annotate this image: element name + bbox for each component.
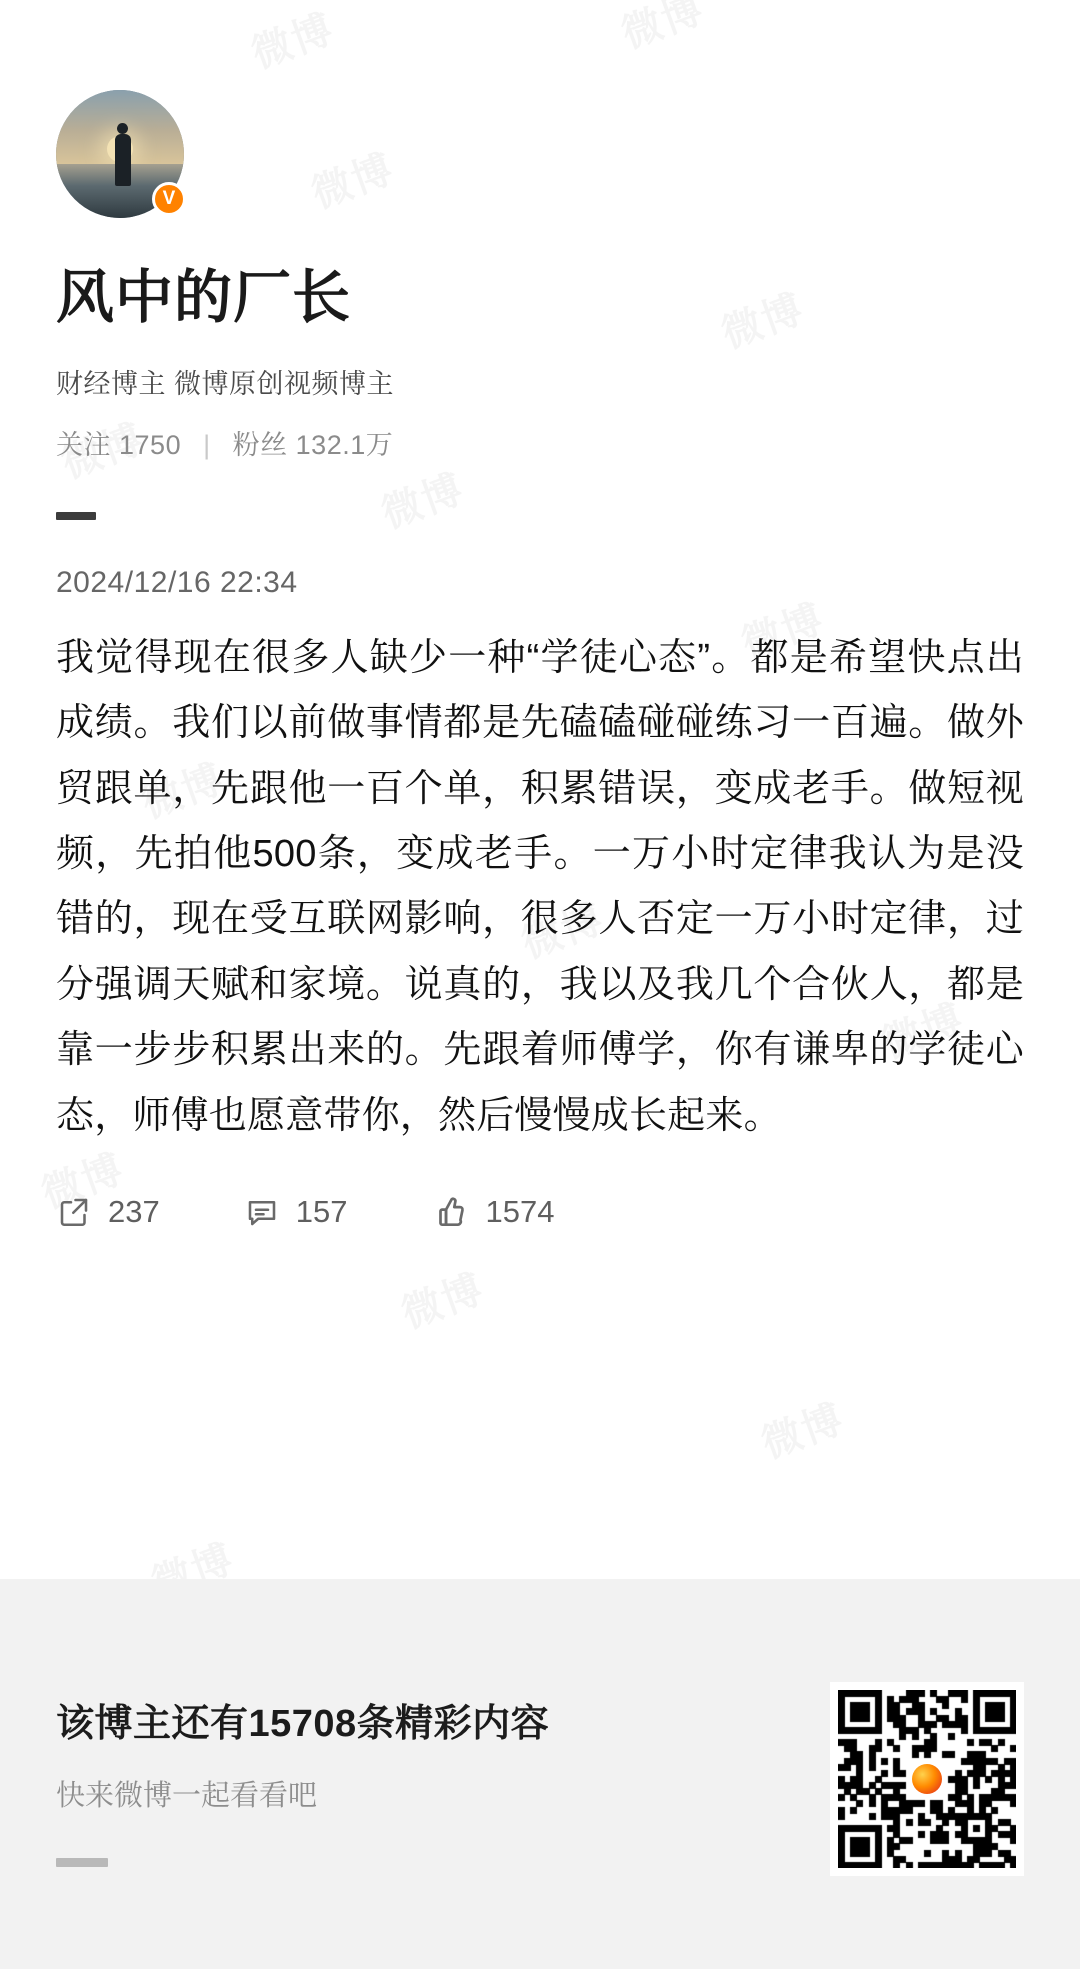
verified-badge-icon: V xyxy=(152,182,186,216)
followers-count: 132.1万 xyxy=(295,430,394,460)
comment-icon xyxy=(244,1194,280,1230)
divider xyxy=(56,512,96,520)
following-count: 1750 xyxy=(119,430,182,460)
footer-divider xyxy=(56,1858,108,1867)
weibo-logo-inner xyxy=(912,1764,942,1794)
like-button[interactable] xyxy=(431,1193,554,1231)
thumbs-up-icon xyxy=(431,1193,469,1231)
share-count: 237 xyxy=(108,1193,160,1229)
following-label: 关注 xyxy=(56,430,111,460)
like-count: 1574 xyxy=(485,1193,555,1229)
weibo-logo-icon xyxy=(907,1759,947,1799)
user-stats xyxy=(56,423,1024,462)
comment-button[interactable] xyxy=(244,1194,348,1230)
stats-separator: | xyxy=(203,430,211,460)
share-button[interactable] xyxy=(56,1194,160,1230)
action-bar xyxy=(56,1193,1024,1277)
page-title: 风中的厂长 xyxy=(56,265,352,330)
share-icon xyxy=(56,1194,92,1230)
avatar[interactable] xyxy=(56,90,184,218)
footer-title: 该博主还有15708条精彩内容 xyxy=(56,1702,550,1745)
footer-text-block xyxy=(56,1692,830,1867)
footer-subtitle: 快来微博一起看看吧 xyxy=(56,1779,318,1812)
post-timestamp: 2024/12/16 22:34 xyxy=(56,566,298,599)
post-content: 我觉得现在很多人缺少一种“学徒心态”。都是希望快点出成绩。我们以前做事情都是先磕磕碰碰练习一百遍。做外贸跟单，先跟他一百个单，积累错误，变成老手。做短视频，先拍他500条，变成老手。一万小时定律我认为是没错的，现在受互联网影响，很多人否定一万小时定律，过分强调天赋和家境。说真的，我以及我几个合伙人，都是靠一步步积累出来的。先跟着师傅学，你有谦卑的学徒心态，师傅也愿意带你，然后慢慢成长起来。 xyxy=(56,637,1024,1137)
comment-count: 157 xyxy=(295,1193,348,1229)
followers-label: 粉丝 xyxy=(232,430,288,460)
avatar-silhouette xyxy=(115,134,131,186)
footer-promo xyxy=(0,1579,1080,1969)
weibo-qr-code[interactable] xyxy=(830,1682,1024,1876)
user-tags: 财经博主 微博原创视频博主 xyxy=(56,369,395,399)
